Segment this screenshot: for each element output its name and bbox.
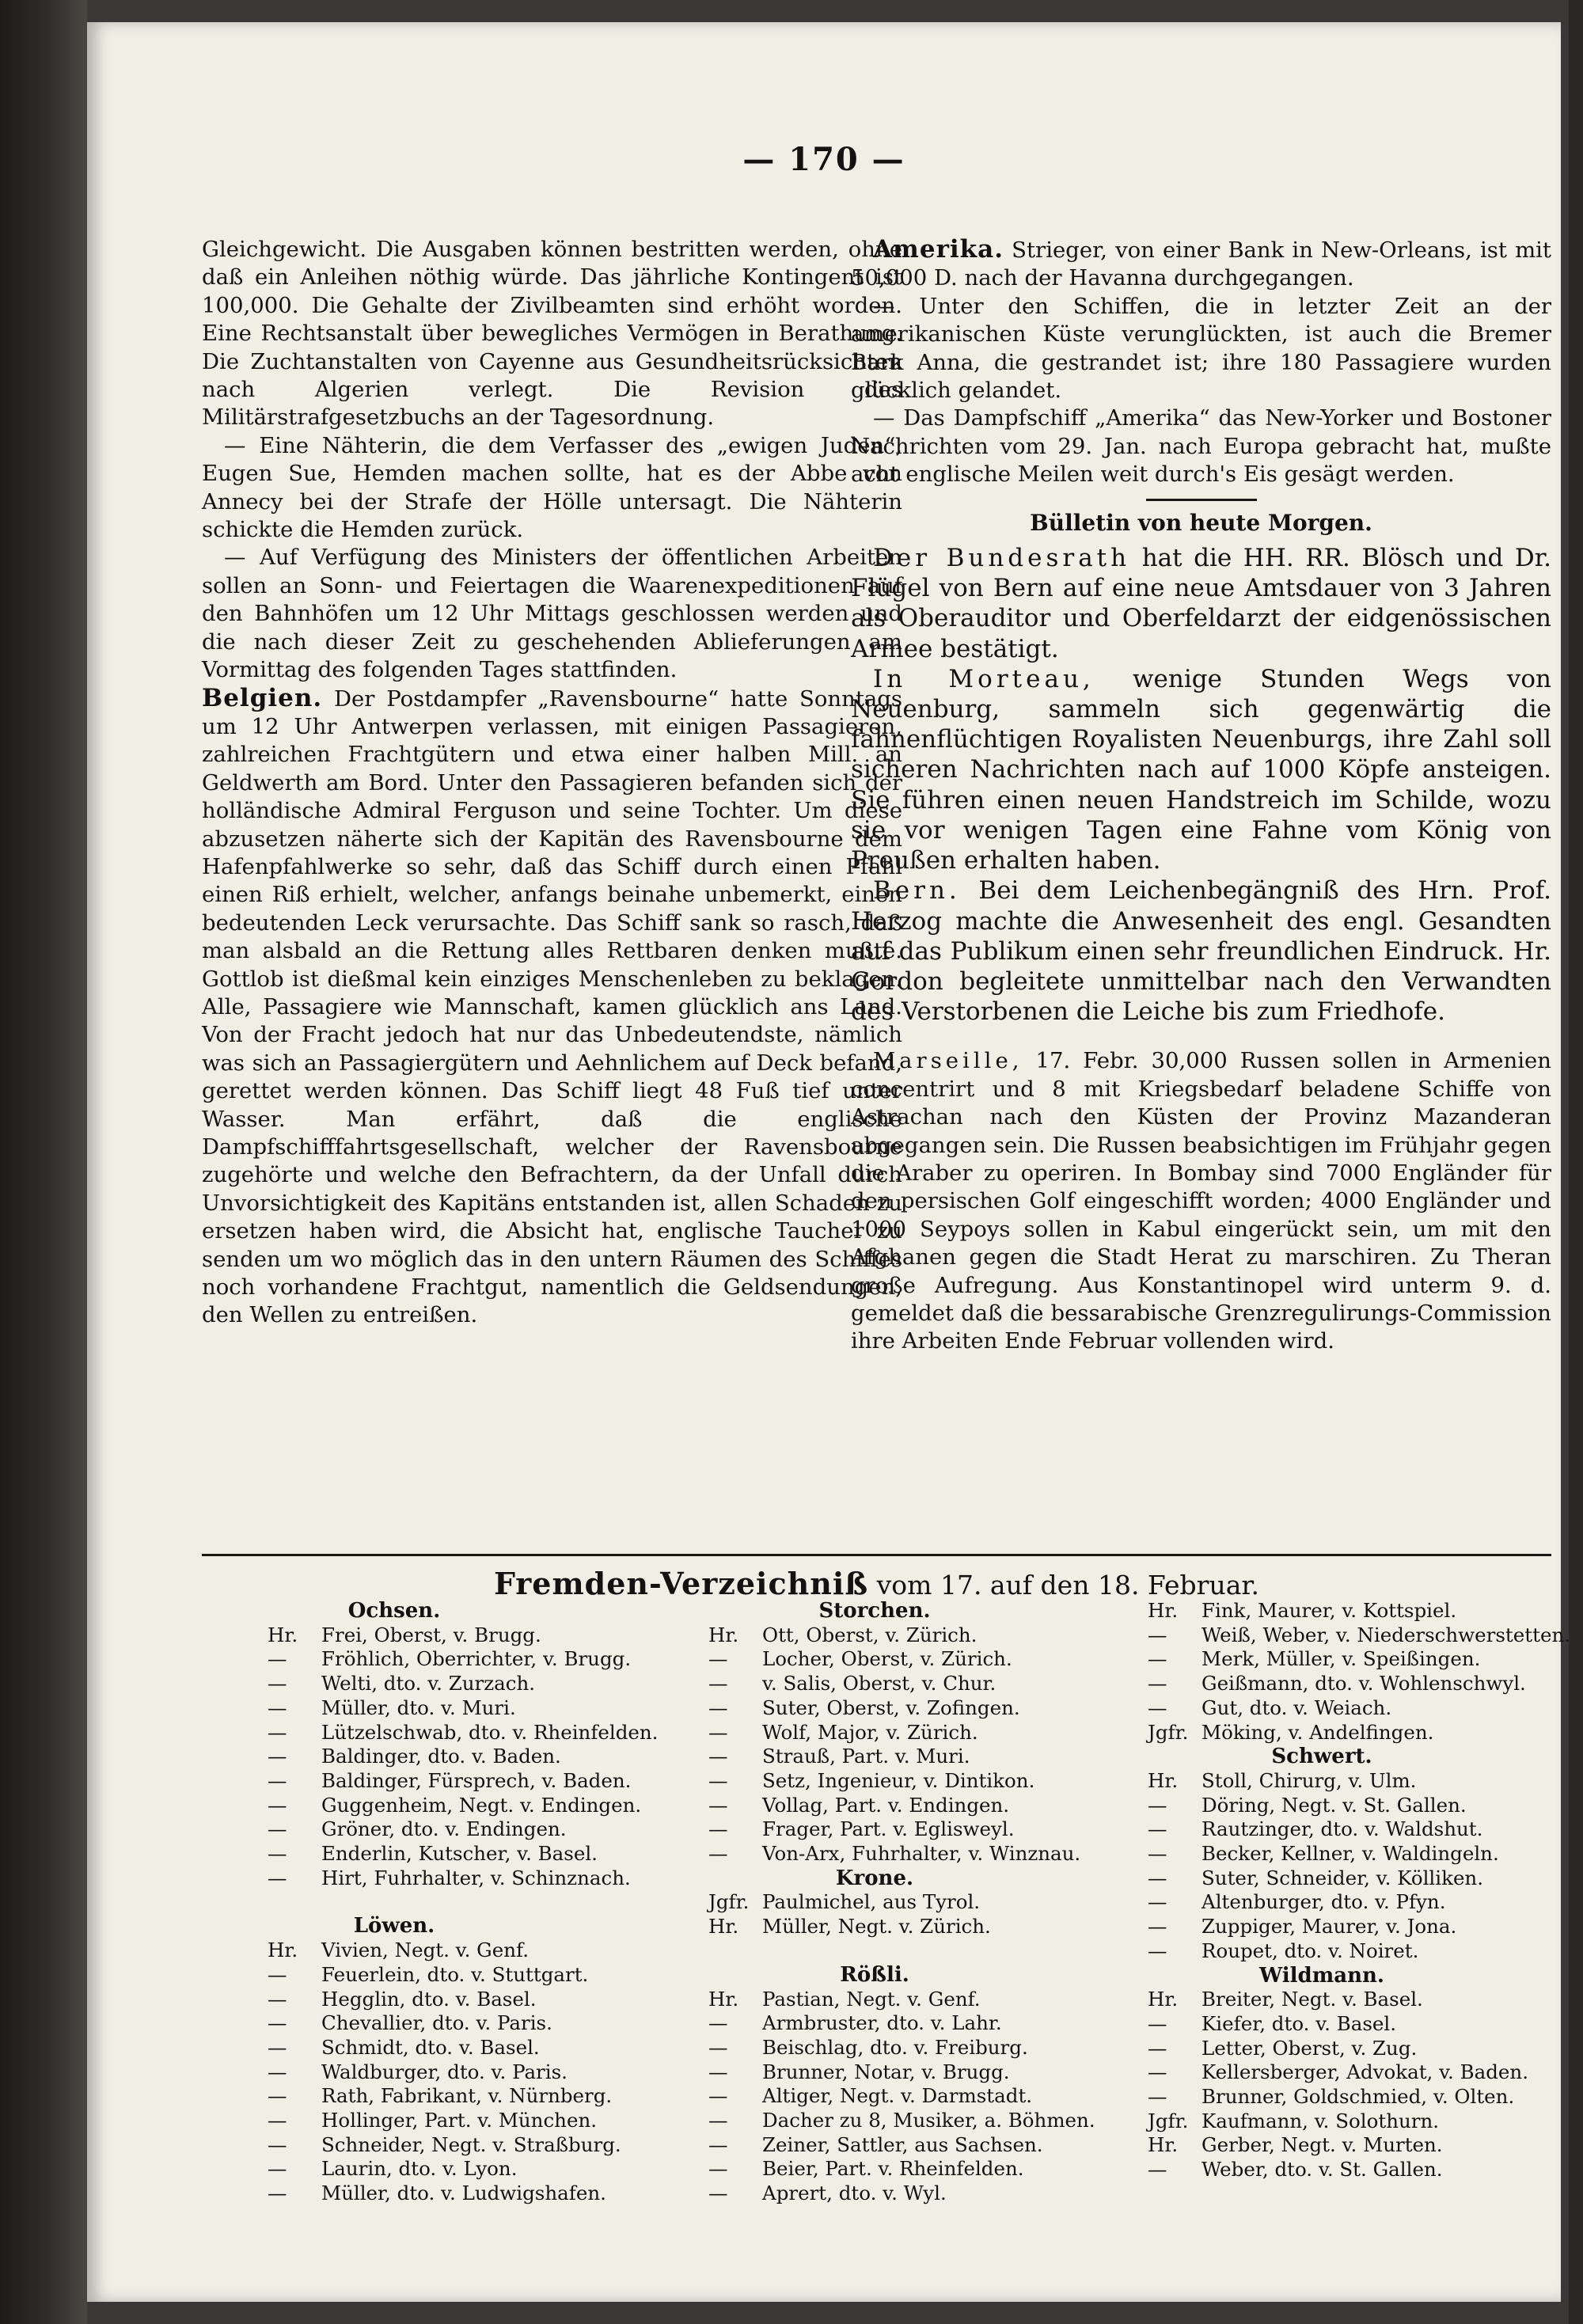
register-entry-prefix: Hr. — [708, 1915, 739, 1939]
register-entry — [708, 1672, 1136, 1696]
register-entry — [268, 2109, 695, 2133]
register-entry — [268, 2060, 695, 2085]
article-paragraph: — Unter den Schiffen, die in letzter Zeit an der amerikanischen Küste verunglückten, ist auch die Bremer Bark Anna, die gestrandet ist; ihre 180 Passagiere wurden glücklich gelandet. — [851, 293, 1551, 404]
register-entry-name: Beischlag, dto. v. Freiburg. — [762, 2035, 1028, 2059]
register-entry-name: Suter, Oberst, v. Zofingen. — [762, 1696, 1020, 1719]
register-entry — [708, 2084, 1136, 2109]
register-entry — [1148, 1890, 1559, 1915]
register-entry-name: Döring, Negt. v. St. Gallen. — [1201, 1793, 1467, 1817]
register-entry — [268, 1769, 695, 1794]
register-entry-name: Schmidt, dto. v. Basel. — [321, 2035, 540, 2059]
register-entry — [708, 1769, 1136, 1794]
register-entry — [708, 2011, 1136, 2036]
article-paragraph: — Eine Nähterin, die dem Verfasser des „ewigen Juden“, Eugen Sue, Hemden machen sollte, hat es der Abbe von Annecy bei der Strafe der Hölle untersagt. Die Nähterin schickte die Hemden zurück. — [202, 432, 902, 543]
register-entry-name: Kellersberger, Advokat, v. Baden. — [1201, 2060, 1528, 2084]
register-entry-prefix: — — [268, 1647, 287, 1671]
register-entry — [708, 2182, 1136, 2206]
register-entry-prefix: — — [708, 1817, 728, 1841]
register-entry-prefix: — — [1148, 2036, 1167, 2060]
register-entry-prefix: Jgfr. — [708, 1890, 750, 1914]
register-inn-heading: Storchen. — [818, 1599, 931, 1623]
register-entry-prefix: — — [268, 2011, 287, 2035]
register-entry-name: Laurin, dto. v. Lyon. — [321, 2157, 518, 2181]
register-entry-name: Paulmichel, aus Tyrol. — [762, 1890, 981, 1914]
register-entry-name: Dacher zu 8, Musiker, a. Böhmen. — [762, 2109, 1095, 2132]
bulletin-text: wenige Stunden Wegs von Neuenburg, sammeln sich gegenwärtig die fahnenflüchtigen Royalisten Neuenburgs, ihre Zahl soll sicheren Nachrichten nach auf 1000 Köpfe ansteigen. Sie führen einen neuen Handstreich im Schilde, wozu sie vor wenigen Tagen eine Fahne vom König von Preußen erhalten haben. — [851, 664, 1551, 875]
register-entry — [708, 1915, 1136, 1939]
register-entry-name: v. Salis, Oberst, v. Chur. — [762, 1672, 996, 1696]
register-entry — [708, 2060, 1136, 2085]
register-entry-name: Waldburger, dto. v. Paris. — [321, 2060, 568, 2083]
register-entry-prefix: — — [268, 1817, 287, 1841]
register-entry-prefix: — — [1148, 1696, 1167, 1719]
register-entry-name: Müller, dto. v. Ludwigshafen. — [321, 2182, 606, 2205]
register-entry-prefix: Hr. — [708, 1987, 739, 2011]
register-entry-name: Breiter, Negt. v. Basel. — [1201, 1988, 1423, 2011]
register-entry-prefix: — — [1148, 1890, 1167, 1914]
register-entry — [268, 2011, 695, 2036]
register-entry — [1148, 1817, 1559, 1842]
register-entry-prefix: — — [268, 1745, 287, 1768]
register-entry-prefix: Hr. — [268, 1939, 298, 1962]
register-entry-name: Kiefer, dto. v. Basel. — [1201, 2011, 1397, 2035]
register-entry-name: Vivien, Negt. v. Genf. — [321, 1939, 530, 1962]
register-entry — [1148, 1769, 1559, 1794]
register-entry — [1148, 1915, 1559, 1939]
register-entry — [708, 2133, 1136, 2158]
register-column-3 — [1148, 1599, 1571, 2182]
register-entry — [268, 2133, 695, 2158]
register-entry-name: Setz, Ingenieur, v. Dintikon. — [762, 1768, 1035, 1792]
register-entry-prefix: — — [708, 2109, 728, 2132]
country-heading: Amerika. — [873, 235, 1004, 264]
register-entry-prefix: — — [708, 2157, 728, 2181]
register-entry — [1148, 1842, 1559, 1866]
dateline: Marseille, — [873, 1048, 1023, 1074]
page-number: — 170 — — [742, 141, 905, 178]
register-entry-name: Müller, dto. v. Muri. — [321, 1696, 516, 1719]
register-entry-prefix: Hr. — [1148, 2133, 1179, 2157]
section-rule — [202, 1554, 1551, 1556]
register-entry — [708, 1817, 1136, 1842]
bulletin-body — [851, 543, 1551, 1027]
register-entry-name: Von-Arx, Fuhrhalter, v. Winznau. — [762, 1842, 1081, 1866]
right-column — [851, 236, 1551, 1356]
register-entry — [708, 1988, 1136, 2012]
register-entry-name: Altiger, Negt. v. Darmstadt. — [762, 2084, 1033, 2108]
bulletin-text: hat die HH. RR. Blösch und Dr. Flügel von Bern auf eine neue Amtsdauer von 3 Jahren als Oberauditor und Oberfeldarzt der eidgenössischen Armee bestätigt. — [851, 544, 1551, 663]
register-entry-prefix: — — [268, 2157, 287, 2181]
register-entry — [1148, 2085, 1559, 2109]
register-entry-prefix: — — [268, 1672, 287, 1696]
register-entry-prefix: — — [1148, 2085, 1167, 2109]
register-entry-name: Strauß, Part. v. Muri. — [762, 1745, 970, 1768]
register-entry-prefix: — — [268, 1842, 287, 1866]
register-entry-prefix: — — [708, 1793, 728, 1817]
register-entry-prefix: — — [268, 1987, 287, 2011]
register-entry — [1148, 2158, 1559, 2182]
register-entry-name: Kaufmann, v. Solothurn. — [1201, 2109, 1440, 2132]
register-entry — [708, 2036, 1136, 2060]
register-spacer — [708, 1939, 1136, 1963]
register-entry-prefix: — — [1148, 1672, 1167, 1696]
register-inn-heading: Schwert. — [1271, 1745, 1372, 1769]
register-entry-prefix: — — [708, 2035, 728, 2059]
register-entry-prefix: — — [268, 1768, 287, 1792]
register-entry — [268, 1721, 695, 1745]
register-entry-name: Beier, Part. v. Rheinfelden. — [762, 2157, 1024, 2181]
bulletin-rule — [1146, 499, 1257, 501]
register-inn-heading: Ochsen. — [347, 1599, 441, 1623]
register-entry-name: Hirt, Fuhrhalter, v. Schinznach. — [321, 1866, 631, 1889]
register-entry-prefix: — — [1148, 1623, 1167, 1646]
register-entry-name: Guggenheim, Negt. v. Endingen. — [321, 1793, 642, 1817]
article-paragraph: — Auf Verfügung des Ministers der öffentlichen Arbeiten sollen an Sonn- und Feiertagen die Waarenexpeditionen auf den Bahnhöfen um 12 Uhr Mittags geschlossen werden und die nach dieser Zeit zu geschehenden Ablieferungen am Vormittag des folgenden Tages stattfinden. — [202, 545, 902, 683]
register-entry-prefix: — — [708, 1696, 728, 1719]
register-entry — [708, 1696, 1136, 1721]
register-entry-name: Rautzinger, dto. v. Waldshut. — [1201, 1817, 1483, 1841]
register-entry — [268, 1842, 695, 1866]
register-entry-name: Rath, Fabrikant, v. Nürnberg. — [321, 2084, 613, 2108]
register-entry-prefix: — — [1148, 2060, 1167, 2084]
register-entry-name: Gerber, Negt. v. Murten. — [1201, 2133, 1443, 2157]
register-entry-prefix: — — [1148, 1939, 1167, 1962]
register-entry-prefix: Hr. — [708, 1623, 739, 1646]
register-column-2 — [708, 1599, 1136, 2206]
register-entry-name: Armbruster, dto. v. Lahr. — [762, 2011, 1002, 2035]
register-entry-name: Baldinger, Fürsprech, v. Baden. — [321, 1768, 632, 1792]
register-entry — [268, 2036, 695, 2060]
register-entry — [1148, 1939, 1559, 1964]
bulletin-lead: Bern. — [873, 876, 961, 906]
register-entry-prefix: — — [1148, 1793, 1167, 1817]
register-entry-prefix: — — [1148, 2158, 1167, 2182]
register-entry-name: Schneider, Negt. v. Straßburg. — [321, 2132, 621, 2156]
register-entry — [1148, 1721, 1559, 1745]
register-entry — [708, 1794, 1136, 1818]
register-title — [202, 1566, 1551, 1601]
register-entry — [268, 1647, 695, 1672]
register-entry-prefix: — — [708, 2011, 728, 2035]
article-text: 17. Febr. 30,000 Russen sollen in Armenien concentrirt und 8 mit Kriegsbedarf beladene Schiffe von Astrachan nach den Küsten der Provinz Mazanderan abgegangen sein. Die Russen beabsichtigen im Frühjahr gegen die Araber zu operiren. In Bombay sind 7000 Engländer für den persischen Golf eingeschifft worden; 4000 Engländer und 1000 Seypoys sollen in Kabul eingerückt sein, um mit den Afghanen gegen die Stadt Herat zu marschiren. Zu Theran große Aufregung. Aus Konstantinopel wird unterm 9. d. gemeldet daß die bessarabische Grenzregulirungs-Commission ihre Arbeiten Ende Februar vollenden wird. — [851, 1048, 1551, 1354]
register-entry — [1148, 1647, 1559, 1672]
register-entry-prefix: Hr. — [1148, 1768, 1179, 1792]
register-entry — [1148, 2133, 1559, 2158]
register-entry-name: Altenburger, dto. v. Pfyn. — [1201, 1890, 1446, 1914]
register-entry-prefix: — — [708, 1720, 728, 1744]
register-entry-prefix: Jgfr. — [1148, 1720, 1189, 1744]
register-entry-name: Zuppiger, Maurer, v. Jona. — [1201, 1915, 1457, 1939]
register-entry-name: Merk, Müller, v. Speißingen. — [1201, 1647, 1481, 1671]
article-paragraph: Gleichgewicht. Die Ausgaben können bestritten werden, ohne daß ein Anleihen nöthig würde. Das jährliche Kontingent ist 100,000. Die Gehalte der Zivilbeamten sind erhöht worden. Eine Rechtsanstalt über bewegliches Vermögen in Berathung. Die Zuchtanstalten von Cayenne aus Gesundheitsrücksichten nach Algerien verlegt. Die Revision des Militärstrafgesetzbuchs an der Tagesordnung. — [202, 237, 902, 431]
bulletin-lead: In Morteau, — [873, 664, 1095, 693]
register-entry-name: Fink, Maurer, v. Kottspiel. — [1201, 1599, 1457, 1622]
register-inn-heading: Löwen. — [353, 1914, 435, 1939]
register-entry — [708, 2109, 1136, 2133]
register-entry-prefix: — — [1148, 1915, 1167, 1939]
register-entry — [1148, 2060, 1559, 2085]
register-inn-heading: Krone. — [835, 1866, 914, 1890]
register-entry-name: Lützelschwab, dto. v. Rheinfelden. — [321, 1720, 659, 1744]
register-entry — [1148, 1866, 1559, 1891]
register-entry — [1148, 1988, 1559, 2012]
register-entry — [708, 2157, 1136, 2182]
register-entry-name: Vollag, Part. v. Endingen. — [762, 1793, 1010, 1817]
book-binding — [0, 0, 87, 2324]
register-entry-prefix: — — [268, 1720, 287, 1744]
article-text: Strieger, von einer Bank in New-Orleans, ist mit 50,000 D. nach der Havanna durchgegangen. — [851, 237, 1551, 291]
register-entry-name: Baldinger, dto. v. Baden. — [321, 1745, 561, 1768]
register-entry — [268, 2084, 695, 2109]
article-paragraph: — Das Dampfschiff „Amerika“ das New-Yorker und Bostoner Nachrichten vom 29. Jan. nach Europa gebracht hat, mußte acht englische Meilen weit durch's Eis gesägt werden. — [851, 405, 1551, 488]
register-entry — [708, 1890, 1136, 1915]
register-entry-name: Letter, Oberst, v. Zug. — [1201, 2036, 1418, 2060]
article-amerika — [851, 236, 1551, 293]
register-entry-prefix: — — [268, 2060, 287, 2083]
register-entry-name: Suter, Schneider, v. Kölliken. — [1201, 1866, 1484, 1889]
register-entry — [1148, 2037, 1559, 2061]
bulletin-paragraph — [851, 543, 1551, 664]
register-entry-prefix: — — [268, 2182, 287, 2205]
register-entry — [268, 1696, 695, 1721]
register-entry — [708, 1842, 1136, 1866]
register-column-1 — [268, 1599, 695, 2206]
register-entry-prefix: — — [268, 2132, 287, 2156]
register-entry — [1148, 1794, 1559, 1818]
register-entry — [268, 1866, 695, 1891]
register-entry-prefix: — — [268, 1866, 287, 1889]
article-marseille — [851, 1047, 1551, 1355]
register-entry-prefix: — — [708, 1842, 728, 1866]
register-entry — [268, 1672, 695, 1696]
register-entry-prefix: — — [708, 2132, 728, 2156]
register-entry-name: Becker, Kellner, v. Waldingeln. — [1201, 1842, 1499, 1866]
register-entry-prefix: — — [1148, 1866, 1167, 1889]
register-entry — [1148, 1672, 1559, 1696]
register-entry-prefix: — — [268, 2035, 287, 2059]
register-entry-name: Frei, Oberst, v. Brugg. — [321, 1623, 541, 1646]
register-entry-name: Möking, v. Andelfingen. — [1201, 1720, 1434, 1744]
register-entry — [268, 1623, 695, 1648]
register-entry-prefix: — — [268, 2084, 287, 2108]
register-entry-prefix: Hr. — [268, 1623, 298, 1646]
register-entry-prefix: Hr. — [1148, 1988, 1179, 2011]
register-entry — [1148, 1623, 1571, 1648]
register-entry — [1148, 2109, 1559, 2134]
register-entry-prefix: — — [708, 2060, 728, 2083]
register-entry-name: Welti, dto. v. Zurzach. — [321, 1672, 536, 1696]
register-spacer — [268, 1890, 695, 1914]
register-entry-name: Hollinger, Part. v. München. — [321, 2109, 598, 2132]
register-entry — [1148, 1696, 1559, 1721]
register-entry — [268, 1988, 695, 2012]
register-entry-name: Fröhlich, Oberrichter, v. Brugg. — [321, 1647, 632, 1671]
register-entry-name: Chevallier, dto. v. Paris. — [321, 2011, 552, 2035]
register-entry — [708, 1745, 1136, 1769]
register-inn-heading: Wildmann. — [1259, 1963, 1384, 1988]
register-entry-prefix: — — [708, 1672, 728, 1696]
register-entry-name: Roupet, dto. v. Noiret. — [1201, 1939, 1419, 1962]
register-entry — [708, 1647, 1136, 1672]
bulletin-text: Bei dem Leichenbegängniß des Hrn. Prof. Herzog machte die Anwesenheit des engl. Gesandten auf das Publikum einen sehr freundlichen Eindruck. Hr. Gordon begleitete unmittelbar nach den Verwandten des Verstorbenen die Leiche bis zum Friedhofe. — [851, 876, 1551, 1027]
register-entry-name: Frager, Part. v. Eglisweyl. — [762, 1817, 1015, 1841]
register-entry-prefix: — — [268, 1793, 287, 1817]
article-belgien — [202, 685, 902, 1330]
register-entry-name: Aprert, dto. v. Wyl. — [762, 2182, 947, 2205]
register-entry — [268, 2182, 695, 2206]
register-entry-name: Zeiner, Sattler, aus Sachsen. — [762, 2132, 1043, 2156]
register-entry — [268, 2157, 695, 2182]
register-entry-prefix: — — [708, 2182, 728, 2205]
register-entry-prefix: — — [1148, 1817, 1167, 1841]
register-entry-name: Ott, Oberst, v. Zürich. — [762, 1623, 978, 1646]
register-entry — [708, 1721, 1136, 1745]
register-entry-prefix: — — [708, 2084, 728, 2108]
bulletin-title: Bülletin von heute Morgen. — [1030, 509, 1372, 536]
register-title-date: vom 17. auf den 18. Februar. — [876, 1570, 1260, 1601]
register-entry-name: Wolf, Major, v. Zürich. — [762, 1720, 978, 1744]
register-entry — [268, 1939, 695, 1963]
register-entry — [268, 1794, 695, 1818]
bulletin-paragraph — [851, 664, 1551, 875]
register-entry-name: Gut, dto. v. Weiach. — [1201, 1696, 1392, 1719]
register-entry-prefix: Jgfr. — [1148, 2109, 1189, 2132]
register-entry-name: Pastian, Negt. v. Genf. — [762, 1987, 981, 2011]
register-inn-heading: Rößli. — [840, 1962, 909, 1987]
register-entry-prefix: — — [268, 1696, 287, 1719]
page-edge — [1569, 0, 1583, 2324]
register-entry-prefix: — — [1148, 2011, 1167, 2035]
country-heading: Belgien. — [202, 683, 323, 712]
register-entry-name: Locher, Oberst, v. Zürich. — [762, 1647, 1012, 1671]
register-entry-name: Brunner, Goldschmied, v. Olten. — [1201, 2085, 1515, 2109]
register-entry-name: Müller, Negt. v. Zürich. — [762, 1915, 991, 1939]
bulletin-paragraph — [851, 875, 1551, 1027]
register-entry — [268, 1963, 695, 1988]
register-entry-name: Geißmann, dto. v. Wohlenschwyl. — [1201, 1672, 1526, 1696]
register-entry-name: Brunner, Notar, v. Brugg. — [762, 2060, 1010, 2083]
register-entry-prefix: — — [1148, 1647, 1167, 1671]
register-entry-prefix: — — [268, 1962, 287, 1986]
register-entry-name: Gröner, dto. v. Endingen. — [321, 1817, 567, 1841]
left-column — [202, 236, 902, 1330]
register-entry-prefix: Hr. — [1148, 1599, 1179, 1622]
register-entry-prefix: — — [708, 1647, 728, 1671]
register-entry-name: Feuerlein, dto. v. Stuttgart. — [321, 1962, 589, 1986]
register-entry-prefix: — — [268, 2109, 287, 2132]
register-entry-name: Enderlin, Kutscher, v. Basel. — [321, 1842, 598, 1866]
newspaper-page — [87, 22, 1571, 2302]
register-entry-prefix: — — [708, 1768, 728, 1792]
register-entry — [708, 1623, 1136, 1648]
register-entry — [1148, 2012, 1559, 2037]
register-entry — [268, 1817, 695, 1842]
register-title-bold: Fremden-Verzeichniß — [493, 1566, 869, 1601]
register-entry-prefix: — — [708, 1745, 728, 1768]
bulletin-lead: Der Bundesrath — [873, 544, 1131, 573]
register-entry-name: Weber, dto. v. St. Gallen. — [1201, 2158, 1443, 2182]
register-entry-name: Hegglin, dto. v. Basel. — [321, 1987, 537, 2011]
article-text: Der Postdampfer „Ravensbourne“ hatte Sonntags um 12 Uhr Antwerpen verlassen, mit einigen Passagieren, zahlreichen Frachtgütern und etwa einer halben Mill. an Geldwerth am Bord. Unter den Passagieren befanden sich der holländische Admiral Ferguson und seine Tochter. Um diese abzusetzen näherte sich der Kapitän des Ravensbourne dem Hafenpfahlwerke so sehr, daß das Schiff durch einen Pfahl einen Riß erhielt, welcher, anfangs beinahe unbemerkt, einen bedeutenden Leck verursachte. Das Schiff sank so rasch, daß man alsbald an die Rettung alles Rettbaren denken mußte. Gottlob ist dießmal kein einziges Menschenleben zu beklagen. Alle, Passagiere wie Mannschaft, kamen glücklich ans Land. Von der Fracht jedoch hat nur das Unbedeutendste, nämlich was sich an Passagiergütern und Aehnlichem auf Deck befand, gerettet werden können. Das Schiff liegt 48 Fuß tief unter Wasser. Man erfährt, daß die englische Dampfschifffahrtsgesellschaft, welcher der Ravensbourne zugehörte und welche den Befrachtern, da der Unfall durch Unvorsichtigkeit des Kapitäns entstanden ist, allen Schaden zu ersetzen haben wird, die Absicht hat, englische Taucher zu senden um wo möglich das in den untern Räumen des Schiffes noch vorhandene Frachtgut, namentlich die Geldsendungen, den Wellen zu entreißen. — [202, 685, 902, 1328]
register-entry-prefix: — — [1148, 1842, 1167, 1866]
register-entry — [268, 1745, 695, 1769]
register-entry-name: Weiß, Weber, v. Niederschwerstetten. — [1201, 1623, 1571, 1646]
register-entry-name: Stoll, Chirurg, v. Ulm. — [1201, 1768, 1417, 1792]
register-entry — [1148, 1599, 1559, 1623]
